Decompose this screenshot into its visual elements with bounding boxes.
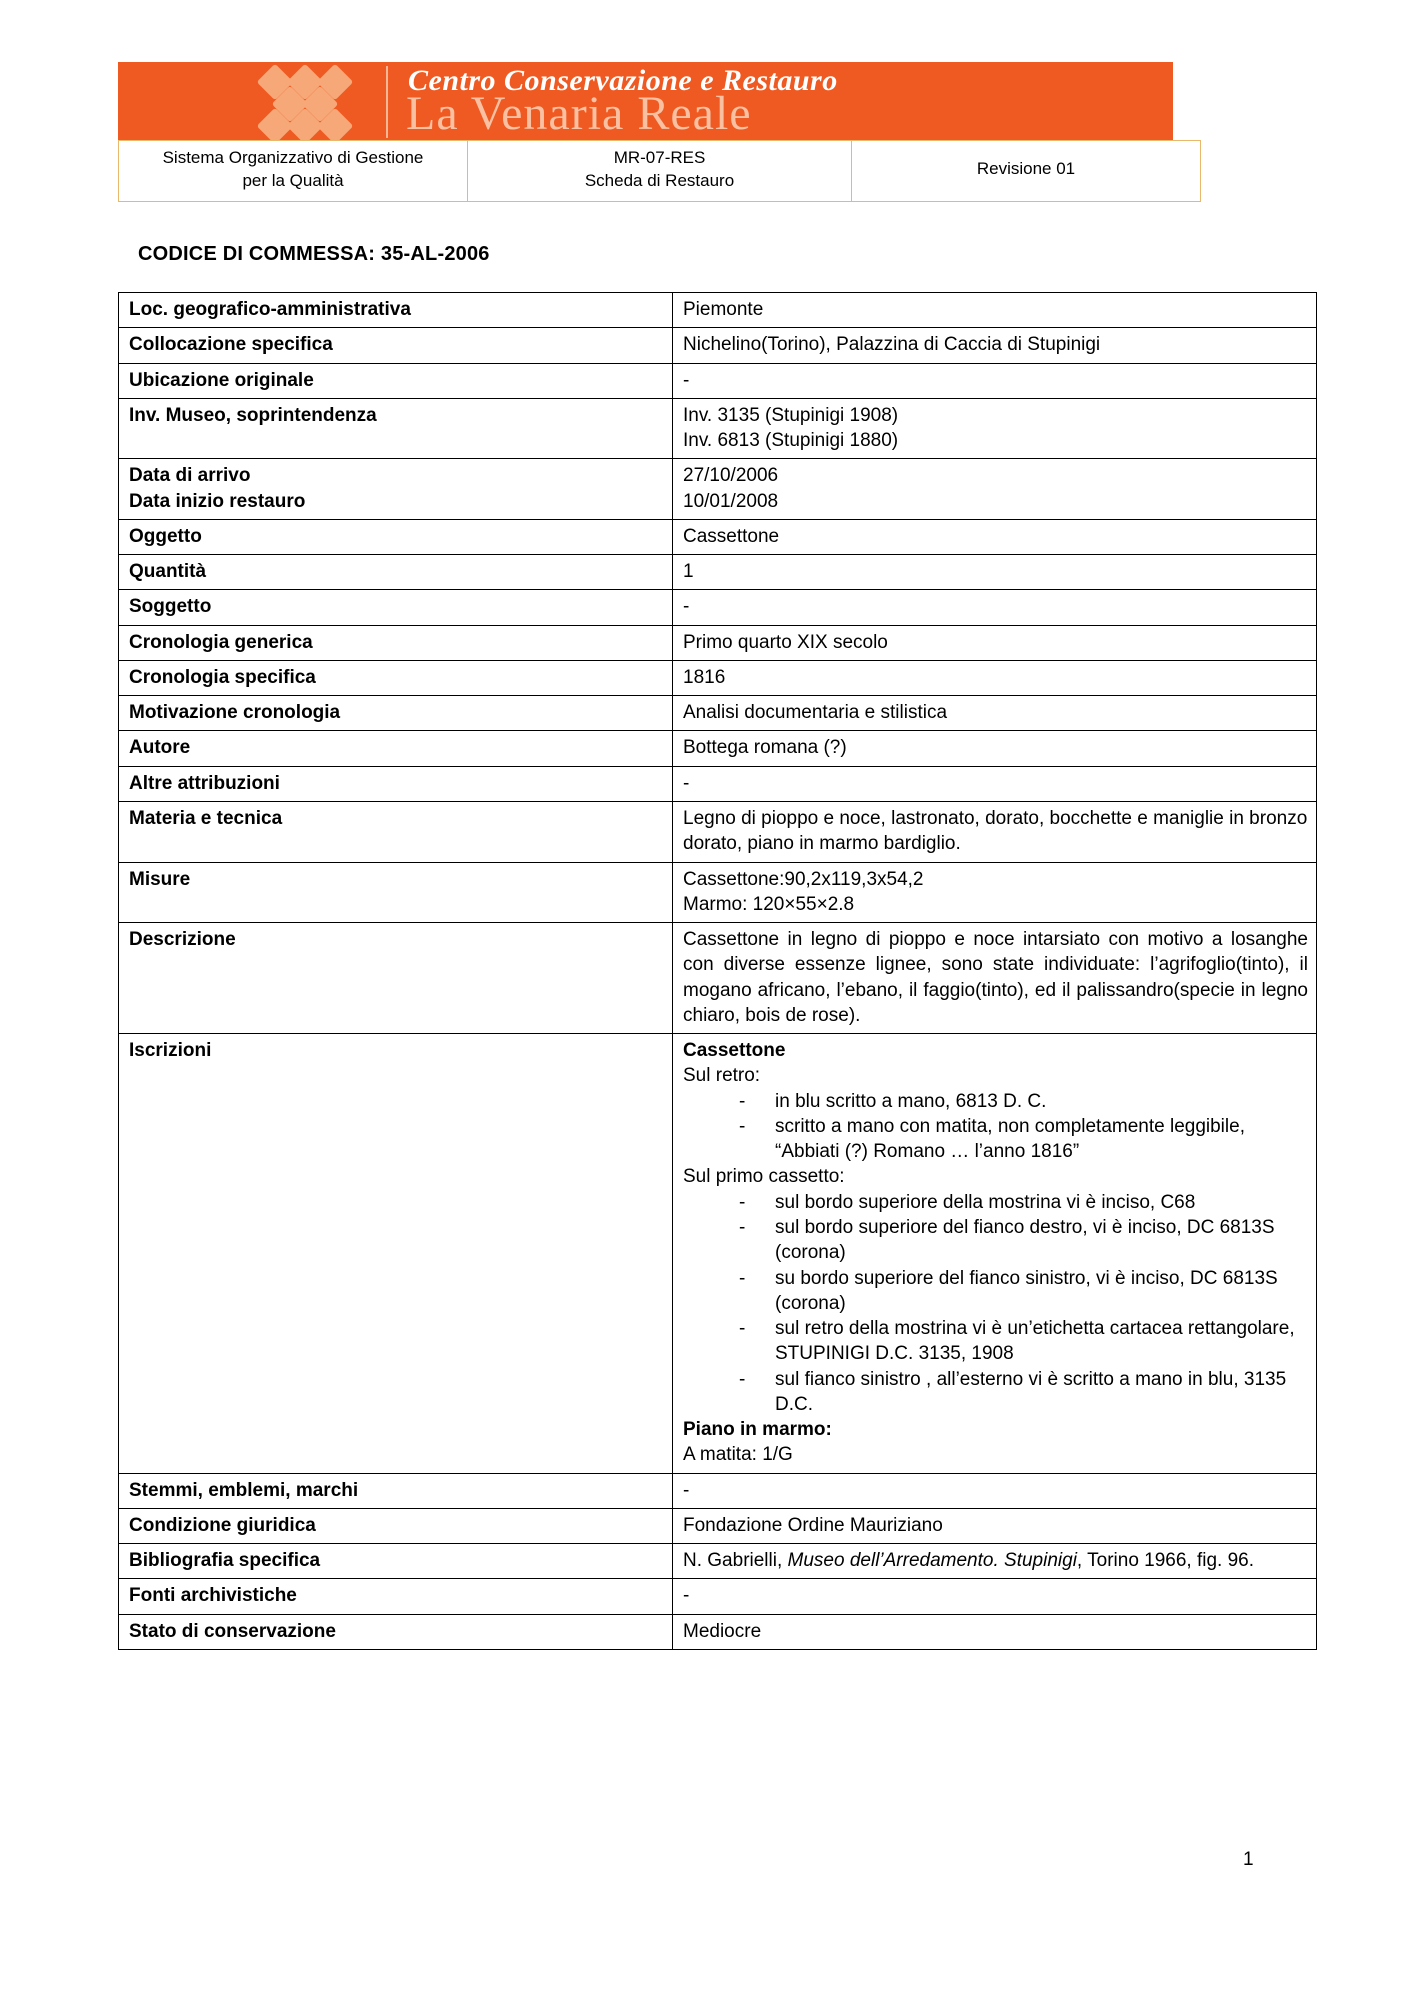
list-item: - scritto a mano con matita, non completamente leggibile, “Abbiati (?) Romano … l’anno 1816” — [713, 1114, 1308, 1165]
table-row — [119, 363, 1317, 398]
row-label — [119, 459, 673, 520]
header-cell-form-code — [468, 141, 852, 202]
table-row — [119, 1473, 1317, 1508]
marble-top-text: A matita: 1/G — [683, 1444, 793, 1466]
table-row — [119, 293, 1317, 328]
banner-venue-name: La Venaria Reale — [406, 87, 752, 140]
row-value: Fondazione Ordine Mauriziano — [673, 1508, 1317, 1543]
form-title: Scheda di Restauro — [584, 170, 735, 190]
table-row — [119, 923, 1317, 1034]
header-table-row — [119, 141, 1201, 202]
row-value: Legno di pioppo e noce, lastronato, dorato, bocchette e maniglie in bronzo dorato, piano in marmo bardiglio. — [673, 801, 1317, 862]
inscriptions-group1-list — [683, 1089, 1308, 1165]
row-value — [673, 459, 1317, 520]
row-value — [673, 1544, 1317, 1579]
row-value: Mediocre — [673, 1614, 1317, 1649]
table-row — [119, 801, 1317, 862]
row-label: Materia e tecnica — [119, 801, 673, 862]
row-value: Nichelino(Torino), Palazzina di Caccia di Stupinigi — [673, 328, 1317, 363]
row-value: Cassettone — [673, 519, 1317, 554]
row-label: Descrizione — [119, 923, 673, 1034]
inventory-line-1: Inv. 3135 (Stupinigi 1908) — [683, 404, 899, 426]
bibliography-part1: N. Gabrielli, — [683, 1550, 788, 1572]
list-item: - su bordo superiore del fianco sinistro, vi è inciso, DC 6813S (corona) — [713, 1266, 1308, 1317]
table-row — [119, 1614, 1317, 1649]
row-value: 1816 — [673, 660, 1317, 695]
row-value — [673, 398, 1317, 459]
table-row — [119, 1579, 1317, 1614]
table-row — [119, 862, 1317, 923]
row-label: Soggetto — [119, 590, 673, 625]
row-label: Autore — [119, 731, 673, 766]
row-value — [673, 1034, 1317, 1474]
table-row — [119, 766, 1317, 801]
row-value: - — [673, 1579, 1317, 1614]
inscriptions-group2-title: Sul primo cassetto: — [683, 1166, 845, 1188]
row-label: Ubicazione originale — [119, 363, 673, 398]
table-row — [119, 590, 1317, 625]
diamond-lattice-icon — [258, 67, 368, 139]
list-item: - sul bordo superiore del fianco destro, vi è inciso, DC 6813S (corona) — [713, 1215, 1308, 1266]
table-row-inscriptions — [119, 1034, 1317, 1474]
table-row — [119, 1508, 1317, 1543]
row-value: Primo quarto XIX secolo — [673, 625, 1317, 660]
inscriptions-group1-title: Sul retro: — [683, 1065, 761, 1087]
form-code: MR-07-RES — [613, 148, 706, 167]
page-number: 1 — [1243, 1849, 1254, 1870]
table-row — [119, 519, 1317, 554]
arrival-date-value: 27/10/2006 — [683, 465, 779, 487]
measure-marble: Marmo: 120×55×2.8 — [683, 893, 855, 915]
row-label: Motivazione cronologia — [119, 696, 673, 731]
restoration-sheet-table — [118, 292, 1317, 1650]
row-value: - — [673, 1473, 1317, 1508]
row-label: Altre attribuzioni — [119, 766, 673, 801]
row-value: - — [673, 363, 1317, 398]
quality-system-line1: Sistema Organizzativo di Gestione — [162, 148, 424, 167]
row-value: 1 — [673, 555, 1317, 590]
table-row — [119, 696, 1317, 731]
inscriptions-group2-list — [683, 1190, 1308, 1417]
row-label: Stemmi, emblemi, marchi — [119, 1473, 673, 1508]
bibliography-title-italic: Museo dell’Arredamento. Stupinigi — [787, 1550, 1077, 1572]
row-value: Analisi documentaria e stilistica — [673, 696, 1317, 731]
row-label: Iscrizioni — [119, 1034, 673, 1474]
row-label: Fonti archivistiche — [119, 1579, 673, 1614]
bibliography-part3: , Torino 1966, fig. 96. — [1076, 1550, 1255, 1572]
row-value: - — [673, 766, 1317, 801]
list-item: - in blu scritto a mano, 6813 D. C. — [713, 1089, 1308, 1114]
header-banner — [118, 62, 1173, 140]
row-label: Loc. geografico-amministrativa — [119, 293, 673, 328]
table-row — [119, 625, 1317, 660]
row-label: Inv. Museo, soprintendenza — [119, 398, 673, 459]
row-label: Cronologia specifica — [119, 660, 673, 695]
measure-chest: Cassettone:90,2x119,3x54,2 — [683, 868, 924, 890]
table-row — [119, 328, 1317, 363]
table-row — [119, 731, 1317, 766]
row-value: Bottega romana (?) — [673, 731, 1317, 766]
inscriptions-heading: Cassettone — [683, 1040, 786, 1062]
row-label: Misure — [119, 862, 673, 923]
table-row — [119, 459, 1317, 520]
table-row — [119, 660, 1317, 695]
quality-system-line2: per la Qualità — [242, 170, 344, 190]
row-label: Collocazione specifica — [119, 328, 673, 363]
header-cell-revision: Revisione 01 — [852, 141, 1201, 202]
table-row — [119, 398, 1317, 459]
header-cell-quality-system — [119, 141, 468, 202]
page-title: CODICE DI COMMESSA: 35-AL-2006 — [138, 243, 490, 265]
arrival-date-label: Data di arrivo — [129, 465, 251, 487]
restoration-start-label: Data inizio restauro — [129, 490, 306, 512]
row-label: Quantità — [119, 555, 673, 590]
table-row — [119, 555, 1317, 590]
marble-top-heading: Piano in marmo: — [683, 1419, 832, 1441]
row-label: Oggetto — [119, 519, 673, 554]
inventory-line-2: Inv. 6813 (Stupinigi 1880) — [683, 430, 899, 452]
row-value: Cassettone in legno di pioppo e noce intarsiato con motivo a losanghe con diverse essenze lignee, sono state individuate: l’agrifoglio(tinto), il mogano africano, l’ebano, il faggio(tinto), ed il palissandro(specie in legno chiaro, bois de rose). — [673, 923, 1317, 1034]
row-value: - — [673, 590, 1317, 625]
list-item: - sul bordo superiore della mostrina vi è inciso, C68 — [713, 1190, 1308, 1215]
document-header-table — [118, 140, 1201, 202]
row-value: Piemonte — [673, 293, 1317, 328]
row-label: Cronologia generica — [119, 625, 673, 660]
list-item: - sul fianco sinistro , all’esterno vi è scritto a mano in blu, 3135 D.C. — [713, 1367, 1308, 1418]
row-value — [673, 862, 1317, 923]
list-item: - sul retro della mostrina vi è un’etichetta cartacea rettangolare, STUPINIGI D.C. 3135, 1908 — [713, 1316, 1308, 1367]
row-label: Bibliografia specifica — [119, 1544, 673, 1579]
banner-institution-name: Centro Conservazione e Restauro — [408, 64, 838, 97]
row-label: Stato di conservazione — [119, 1614, 673, 1649]
row-label: Condizione giuridica — [119, 1508, 673, 1543]
restoration-start-value: 10/01/2008 — [683, 490, 779, 512]
table-row-bibliography — [119, 1544, 1317, 1579]
banner-divider — [386, 66, 388, 138]
